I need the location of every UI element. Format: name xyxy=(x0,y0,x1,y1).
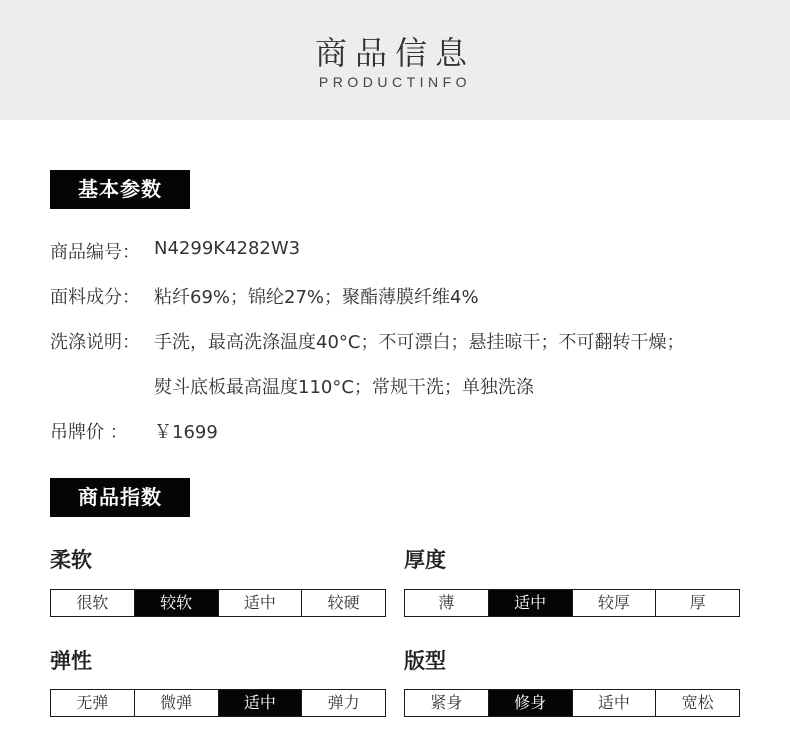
scale-option-selected: 适中 xyxy=(218,690,302,716)
scale-option: 适中 xyxy=(218,590,302,616)
scale-option: 微弹 xyxy=(134,690,218,716)
section-tag-index: 商品指数 xyxy=(50,478,190,517)
param-row-price xyxy=(50,418,218,444)
scale-option-selected: 修身 xyxy=(488,690,572,716)
index-title-softness: 柔软 xyxy=(50,548,92,572)
index-title-elasticity: 弹性 xyxy=(50,649,92,673)
page-subtitle: PRODUCTINFO xyxy=(318,74,472,90)
param-row-fabric xyxy=(50,283,479,309)
scale-elasticity xyxy=(50,689,386,717)
scale-option: 很软 xyxy=(51,590,134,616)
param-row-washing-cont xyxy=(50,373,534,398)
scale-option: 适中 xyxy=(572,690,656,716)
param-value: 粘纤69%；锦纶27%；聚酯薄膜纤维4% xyxy=(154,287,479,308)
scale-option: 薄 xyxy=(405,590,488,616)
param-value: N4299K4282W3 xyxy=(154,238,301,259)
scale-option: 紧身 xyxy=(405,690,488,716)
scale-option-selected: 适中 xyxy=(488,590,572,616)
scale-softness xyxy=(50,589,386,617)
param-label: 面料成分： xyxy=(50,287,140,308)
param-row-product-code xyxy=(50,238,301,264)
scale-option: 厚 xyxy=(655,590,739,616)
scale-option-selected: 较软 xyxy=(134,590,218,616)
index-title-thickness: 厚度 xyxy=(404,548,446,572)
scale-option: 较厚 xyxy=(572,590,656,616)
index-title-fit: 版型 xyxy=(404,649,446,673)
scale-thickness xyxy=(404,589,740,617)
param-value: 熨斗底板最高温度110°C；常规干洗；单独洗涤 xyxy=(154,377,534,398)
param-label: 洗涤说明： xyxy=(50,332,140,353)
param-value: ￥1699 xyxy=(154,422,218,443)
page-header xyxy=(0,0,790,120)
scale-option: 宽松 xyxy=(655,690,739,716)
scale-option: 较硬 xyxy=(301,590,385,616)
scale-fit xyxy=(404,689,740,717)
scale-option: 无弹 xyxy=(51,690,134,716)
param-row-washing xyxy=(50,328,685,354)
param-label: 商品编号： xyxy=(50,242,140,263)
param-value: 手洗，最高洗涤温度40°C；不可漂白；悬挂晾干；不可翻转干燥； xyxy=(154,332,685,353)
param-label: 吊牌价 ： xyxy=(50,422,128,443)
section-tag-basic: 基本参数 xyxy=(50,170,190,209)
page-title: 商品信息 xyxy=(314,34,475,72)
scale-option: 弹力 xyxy=(301,690,385,716)
